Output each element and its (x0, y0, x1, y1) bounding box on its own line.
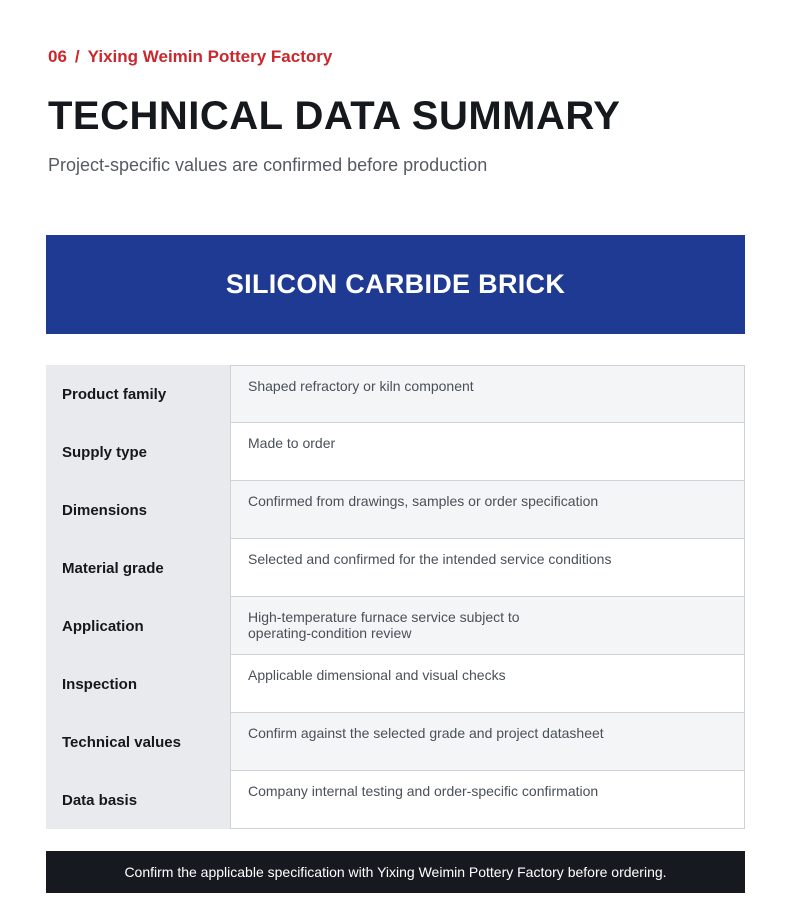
spec-row (46, 655, 745, 713)
product-name: SILICON CARBIDE BRICK (225, 269, 566, 299)
spec-label: Product family (46, 365, 230, 423)
spec-value: Selected and confirmed for the intended service conditions (230, 539, 745, 597)
spec-label: Technical values (46, 713, 230, 771)
spec-value: High-temperature furnace service subject to operating-condition review (230, 597, 745, 655)
spec-label: Inspection (46, 655, 230, 713)
spec-label: Material grade (46, 539, 230, 597)
page-eyebrow (48, 47, 332, 67)
spec-label: Application (46, 597, 230, 655)
footer-notice: Confirm the applicable specification with Yixing Weimin Pottery Factory before ordering. (124, 864, 667, 880)
spec-label: Supply type (46, 423, 230, 481)
spec-row (46, 597, 745, 655)
spec-table (46, 365, 745, 829)
spec-value: Confirm against the selected grade and project datasheet (230, 713, 745, 771)
spec-value: Applicable dimensional and visual checks (230, 655, 745, 713)
spec-row (46, 539, 745, 597)
spec-row (46, 481, 745, 539)
spec-value: Shaped refractory or kiln component (230, 365, 745, 423)
spec-row (46, 423, 745, 481)
company-name: Yixing Weimin Pottery Factory (87, 47, 333, 66)
eyebrow-separator: / (74, 47, 80, 66)
page-number: 06 (48, 47, 67, 66)
spec-value: Confirmed from drawings, samples or order specification (230, 481, 745, 539)
footer-notice-bar (46, 851, 745, 893)
page-subtitle: Project-specific values are confirmed before production (48, 155, 488, 175)
spec-row (46, 771, 745, 829)
spec-row (46, 713, 745, 771)
product-banner (46, 235, 745, 334)
spec-label: Data basis (46, 771, 230, 829)
spec-label: Dimensions (46, 481, 230, 539)
spec-value: Made to order (230, 423, 745, 481)
spec-value: Company internal testing and order-specific confirmation (230, 771, 745, 829)
spec-row (46, 365, 745, 423)
page-title: TECHNICAL DATA SUMMARY (48, 94, 621, 138)
